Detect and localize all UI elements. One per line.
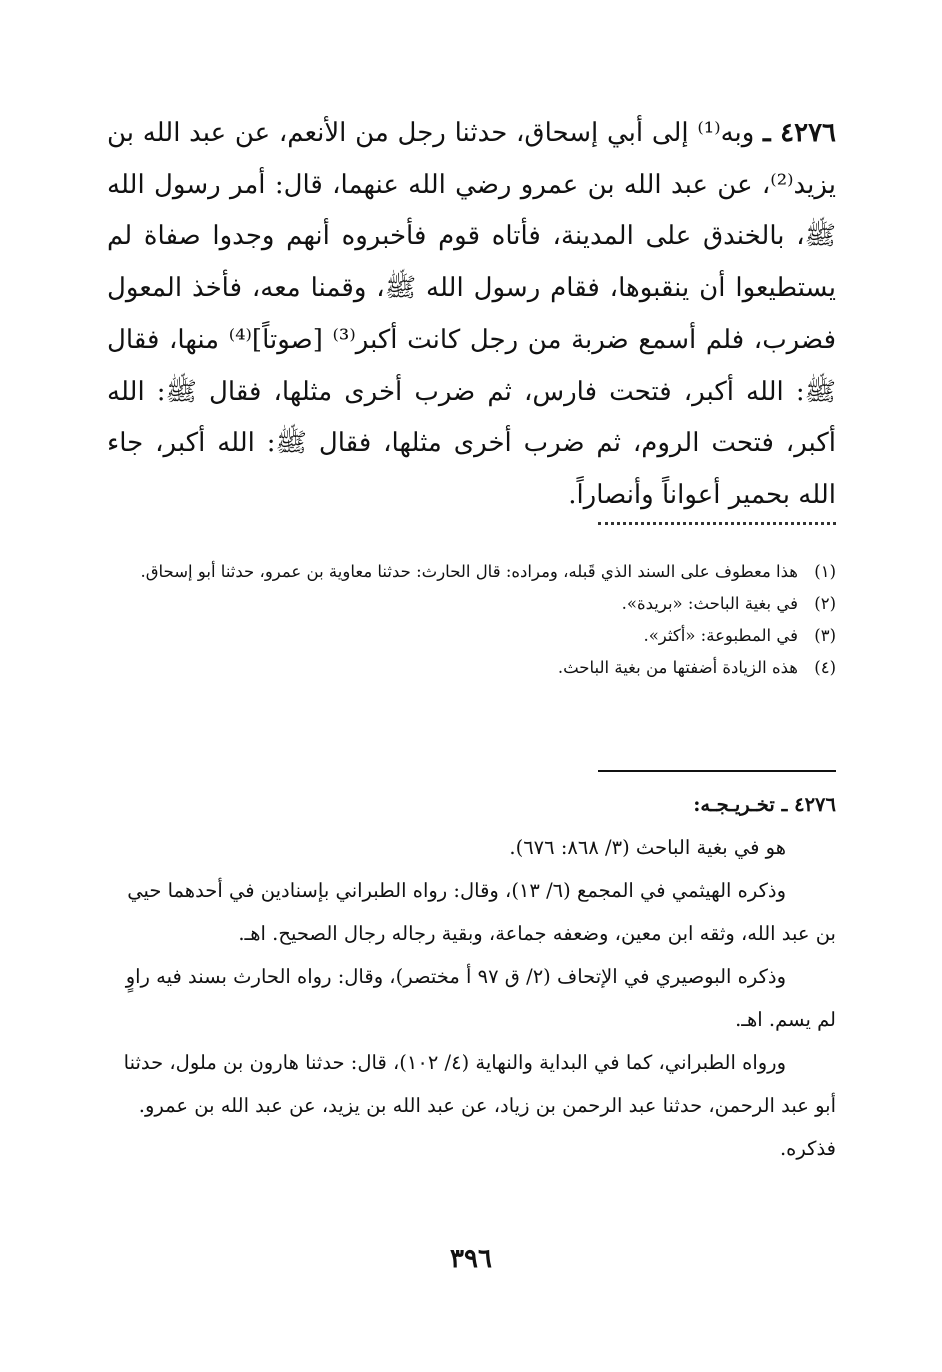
footnote-item [107, 588, 836, 620]
footnote-text: هذا معطوف على السند الذي قَبله، ومراده: قال الحارث: حدثنا معاوية بن عمرو، حدثنا أبو إسحاق. [140, 562, 798, 581]
footnote-item [107, 556, 836, 588]
footnote-dotted-separator [598, 522, 836, 525]
section-divider-line [598, 770, 836, 772]
hadith-number: ٤٢٧٦ ـ [763, 118, 837, 148]
takhrij-heading: ٤٢٧٦ ـ تخـريـجـه: [693, 793, 836, 816]
hadith-paragraph [107, 108, 836, 522]
takhrij-paragraph: ورواه الطبراني، كما في البداية والنهاية (٤/ ١٠٢)، قال: حدثنا هارون بن ملول، حدثنا أبو عبد الرحمن، حدثنا عبد الرحمن بن زياد، عن عبد الله بن يزيد، عن عبد الله بن عمرو. فذكره. [123, 1051, 836, 1160]
footnote-number: (٢) [814, 594, 836, 613]
takhrij-section [107, 783, 836, 1170]
takhrij-paragraph: وذكره الهيثمي في المجمع (٦/ ١٣)، وقال: رواه الطبراني بإسنادين في أحدهما حيي بن عبد الله، وثقه ابن معين، وضعفه جماعة، وبقية رجاله رجال الصحيح. اهـ. [127, 879, 836, 945]
footnote-item [107, 652, 836, 684]
page-number: ٣٩٦ [450, 1244, 492, 1274]
footnotes-block [107, 556, 836, 684]
footnote-text: في المطبوعة: «أكثر». [643, 626, 798, 645]
footnote-number: (٤) [814, 658, 836, 677]
footnote-number: (١) [814, 562, 836, 581]
takhrij-paragraph: وذكره البوصيري في الإتحاف (٢/ ق ٩٧ أ مختصر)، وقال: رواه الحارث بسند فيه راوٍ لم يسم. اهـ. [125, 965, 836, 1031]
takhrij-paragraph: هو في بغية الباحث (٣/ ٨٦٨: ٦٧٦). [509, 836, 786, 859]
footnote-item [107, 620, 836, 652]
footnote-text: هذه الزيادة أضفتها من بغية الباحث. [557, 658, 798, 677]
hadith-body: وبه⁽¹⁾ إلى أبي إسحاق، حدثنا رجل من الأنعم، عن عبد الله بن يزيد⁽²⁾، عن عبد الله بن عمرو رضي الله عنهما، قال: أمر رسول الله ﷺ، بالخندق على المدينة، فأتاه قوم فأخبروه أنهم وجدوا صفاة لم يستطيعوا أن ينقبوها، فقام رسول الله ﷺ، وقمنا معه، فأخذ المعول فضرب، فلم أسمع ضربة من رجل كانت أكبر⁽³⁾ [صوتاً]⁽⁴⁾ منها، فقال ﷺ: الله أكبر، فتحت فارس، ثم ضرب أخرى مثلها، فقال ﷺ: الله أكبر، فتحت الروم، ثم ضرب أخرى مثلها، فقال ﷺ: الله أكبر، جاء الله بحمير أعواناً وأنصاراً. [107, 118, 836, 510]
hadith-text-block [107, 108, 836, 522]
footnote-number: (٣) [814, 626, 836, 645]
footnote-text: في بغية الباحث: «بريدة». [621, 594, 798, 613]
